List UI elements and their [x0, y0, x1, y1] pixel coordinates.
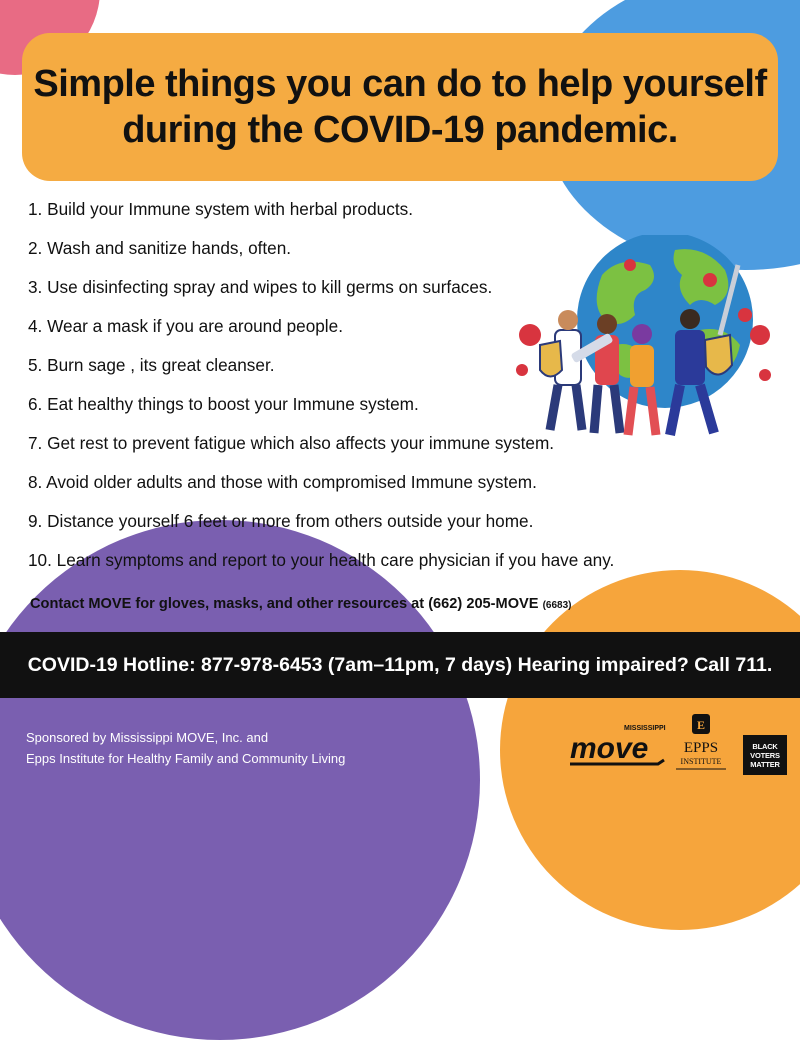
tip-item: 7. Get rest to prevent fatigue which also affects your immune system. [28, 433, 555, 453]
mississippi-move-logo [566, 720, 666, 772]
move-logo-main: move [570, 732, 649, 765]
tip-item: 3. Use disinfecting spray and wipes to kill germs on surfaces. [28, 277, 493, 297]
sponsor-line-2: Epps Institute for Healthy Family and Community Living [26, 751, 346, 766]
headline-line-2: during the COVID-19 pandemic. [122, 109, 678, 151]
bvm-line-1: BLACK [752, 741, 778, 751]
tip-item: 1. Build your Immune system with herbal products. [28, 199, 413, 219]
tip-item: 8. Avoid older adults and those with compromised Immune system. [28, 472, 537, 492]
tips-list [28, 199, 708, 589]
contact-text: Contact MOVE for gloves, masks, and other resources at (662) 205-MOVE [30, 596, 539, 612]
sponsor-line-1: Sponsored by Mississippi MOVE, Inc. and [26, 730, 269, 745]
hotline-text: COVID-19 Hotline: 877-978-6453 (7am–11pm, 7 days) Hearing impaired? Call 711. [27, 653, 773, 676]
move-logo-top: MISSISSIPPI [624, 725, 666, 732]
sponsor-text [26, 727, 345, 769]
svg-text:E: E [696, 718, 706, 732]
bvm-line-2: VOTERS [750, 750, 780, 760]
tip-item: 10. Learn symptoms and report to your health care physician if you have any. [28, 550, 615, 570]
tip-item: 6. Eat healthy things to boost your Immune system. [28, 394, 419, 414]
headline-line-1: Simple things you can do to help yourself [33, 63, 767, 105]
bvm-line-3: MATTER [750, 759, 780, 769]
contact-number-digits: (6683) [542, 600, 572, 611]
hotline-bar [0, 632, 800, 698]
headline-banner [22, 33, 778, 181]
epps-logo-sub: INSTITUTE [680, 757, 722, 766]
tip-item: 9. Distance yourself 6 feet or more from others outside your home. [28, 511, 534, 531]
contact-line [30, 596, 571, 612]
tip-item: 5. Burn sage , its great cleanser. [28, 355, 275, 375]
epps-logo-main: EPPS [683, 740, 719, 756]
epps-institute-logo [670, 712, 732, 780]
tip-item: 4. Wear a mask if you are around people. [28, 316, 343, 336]
black-voters-matter-logo [743, 735, 787, 775]
headline-title [33, 61, 766, 153]
tip-item: 2. Wash and sanitize hands, often. [28, 238, 292, 258]
